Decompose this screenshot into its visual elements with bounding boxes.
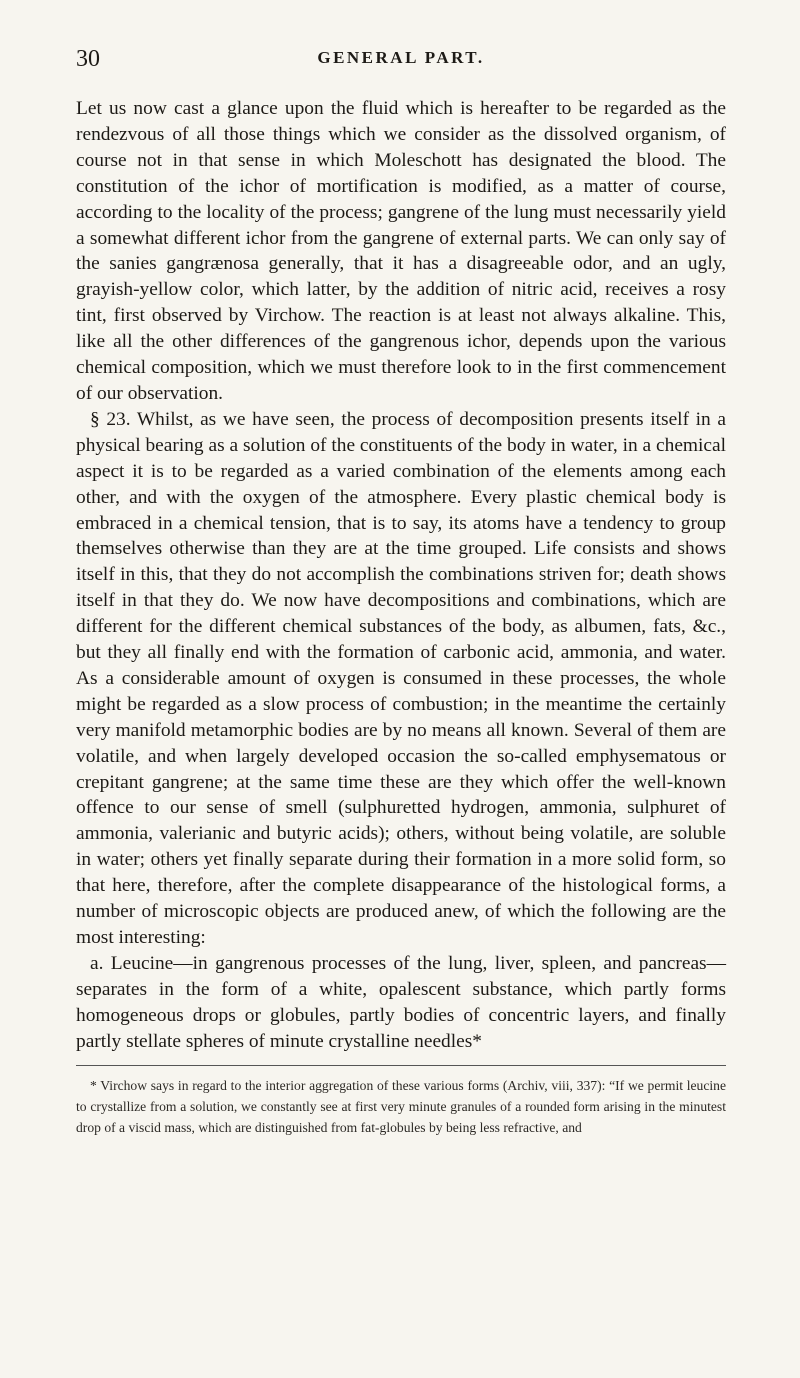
- footnote-divider: [76, 1065, 726, 1066]
- page-number: 30: [76, 46, 100, 72]
- paragraph: Let us now cast a glance upon the fluid which is hereafter to be regarded as the rendezvous of all those things which we consider as the dissolved organism, of course not in that sense in which Moleschott has designated the blood. The constitution of the ichor of mortification is modified, as a matter of course, according to the locality of the process; gangrene of the lung must necessarily yield a somewhat different ichor from the gangrene of external parts. We can only say of the sanies gangrænosa generally, that it has a disagreeable odor, and an ugly, grayish-yellow color, which latter, by the addition of nitric acid, receives a rosy tint, first observed by Virchow. The reaction is at least not always alkaline. This, like all the other differences of the gangrenous ichor, depends upon the various chemical composition, which we must therefore look to in the first commencement of our observation.: [76, 98, 726, 404]
- book-page: [76, 44, 726, 1138]
- footnote: [76, 1075, 726, 1138]
- running-head: GENERAL PART.: [317, 48, 485, 67]
- paragraph: a. Leucine—in gangrenous processes of the lung, liver, spleen, and pancreas—separates in the form of a white, opalescent substance, which partly forms homogeneous drops or globules, partly bodies of concentric layers, and finally partly stellate spheres of minute crystalline needles*: [76, 952, 726, 1052]
- paragraph: § 23. Whilst, as we have seen, the process of decomposition presents itself in a physical bearing as a solution of the constituents of the body in water, in a chemical aspect it is to be regarded as a varied combination of the elements among each other, and with the oxygen of the atmosphere. Every plastic chemical body is embraced in a chemical tension, that is to say, its atoms have a tendency to group themselves otherwise than they are at the time grouped. Life consists and shows itself in this, that they do not accomplish the combinations striven for; death shows itself in that they do. We now have decompositions and combinations, which are different for the different chemical substances of the body, as albumen, fats, &c., but they all finally end with the formation of carbonic acid, ammonia, and water. As a considerable amount of oxygen is consumed in these processes, the whole might be regarded as a slow process of combustion; in the meantime the certainly very manifold metamorphic bodies are by no means all known. Several of them are volatile, and when largely developed occasion the so-called emphysematous or crepitant gangrene; at the same time these are they which offer the well-known offence to our sense of smell (sulphuretted hydrogen, ammonia, sulphuret of ammonia, valerianic and butyric acids); others, without being volatile, are soluble in water; others yet finally separate during their formation in a more solid form, so that here, therefore, after the complete disappearance of the histological forms, a number of microscopic objects are produced anew, of which the following are the most interesting:: [76, 408, 726, 948]
- footnote-text: * Virchow says in regard to the interior aggregation of these various forms (Archiv, viii, 337): “If we permit leucine to crystallize from a solution, we constantly see at first very minute granules of a rounded form arising in the minutest drop of a viscid mass, which are distinguished from fat-globules by being less refractive, and: [76, 1077, 726, 1135]
- page-header: [76, 44, 726, 74]
- body-text: [76, 96, 726, 1055]
